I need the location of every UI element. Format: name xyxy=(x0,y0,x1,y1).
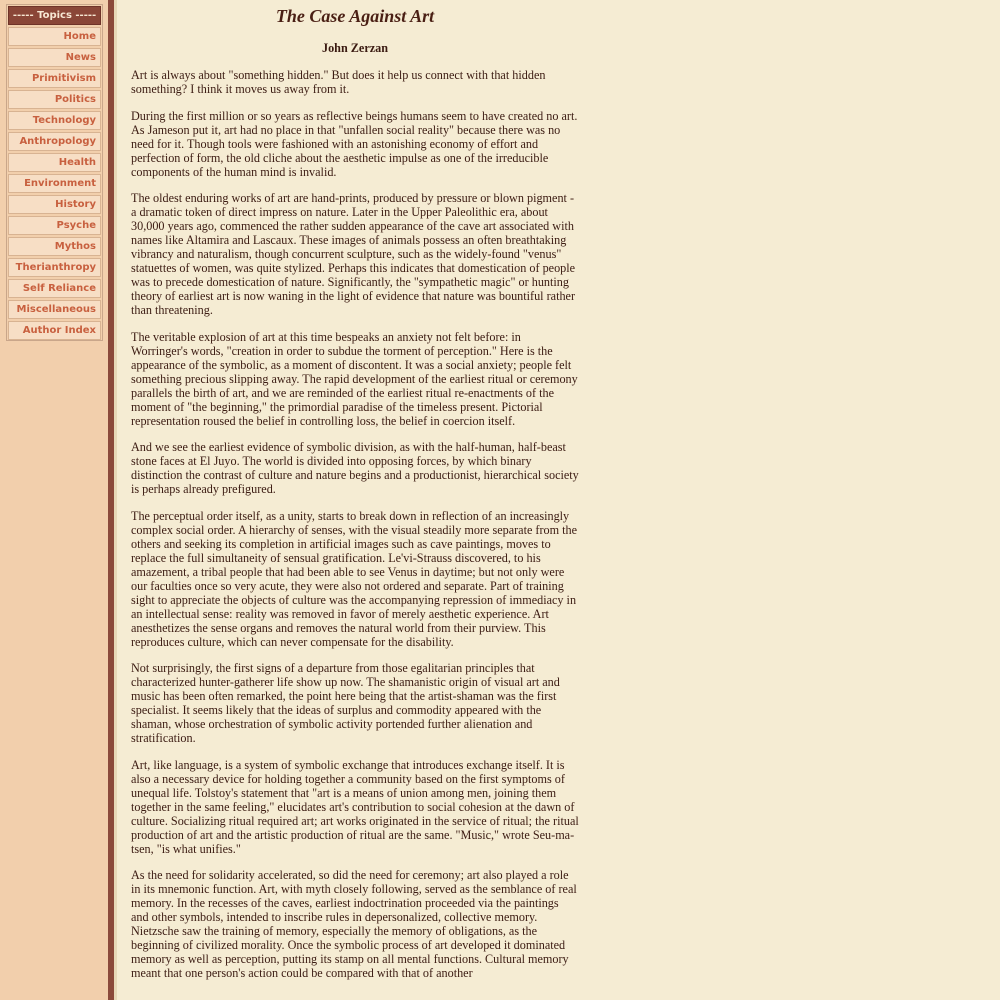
nav-item-author-index[interactable]: Author Index xyxy=(8,321,101,340)
nav-item-therianthropy[interactable]: Therianthropy xyxy=(8,258,101,277)
nav-item-anthropology[interactable]: Anthropology xyxy=(8,132,101,151)
nav-item-health[interactable]: Health xyxy=(8,153,101,172)
article-paragraph: The perceptual order itself, as a unity, starts to break down in reflection of an increasingly complex social order. A hierarchy of senses, with the visual steadily more separate from the others and seeking its completion in artificial images such as cave paintings, moves to replace the full simultaneity of sensual gratification. Le'vi-Strauss discovered, to his amazement, a tribal people that had been able to see Venus in daytime; but not only were our faculties once so very acute, they were also not ordered and separate. Part of training sight to appreciate the objects of culture was the accompanying repression of immediacy in an intellectual sense: reality was removed in favor of merely aesthetic experience. Art anesthetizes the sense organs and removes the natural world from their purview. This reproduces culture, which can never compensate for the disability. xyxy=(131,508,578,649)
nav-item-environment[interactable]: Environment xyxy=(8,174,101,193)
nav-item-home[interactable]: Home xyxy=(8,27,101,46)
sidebar xyxy=(0,0,108,1000)
nav-item-politics[interactable]: Politics xyxy=(8,90,101,109)
article-paragraph: As the need for solidarity accelerated, so did the need for ceremony; art also played a role in its mnemonic function. Art, with myth closely following, served as the semblance of real memory. In the recesses of the caves, earliest indoctrination proceeded via the paintings and other symbols, intended to inscribe rules in depersonalized, collective memory. Nietzsche saw the training of memory, especially the memory of obligations, as the beginning of civilized morality. Once the symbolic process of art developed it dominated memory as well as perception, putting its stamp on all mental functions. Cultural memory meant that one person's action could be compared with that of another xyxy=(131,868,577,980)
nav-item-mythos[interactable]: Mythos xyxy=(8,237,101,256)
article-paragraph: The oldest enduring works of art are hand-prints, produced by pressure or blown pigment - a dramatic token of direct impress on nature. Later in the Upper Paleolithic era, about 30,000 years ago, commenced the rather sudden appearance of the cave art associated with names like Altamira and Lascaux. These images of animals possess an often breathtaking vibrancy and naturalism, though concurrent sculpture, such as the widely-found "venus" statuettes of women, was quite stylized. Perhaps this indicates that domestication of people was to precede domestication of nature. Significantly, the "sympathetic magic" or hunting theory of earliest art is now waning in the light of evidence that nature was bountiful rather than threatening. xyxy=(131,191,576,317)
article-paragraph: Art is always about "something hidden." But does it help us connect with that hidden something? I think it moves us away from it. xyxy=(131,68,546,96)
nav-item-news[interactable]: News xyxy=(8,48,101,67)
topics-menu xyxy=(6,4,103,341)
sidebar-divider-shade xyxy=(114,0,117,1000)
article-paragraph: And we see the earliest evidence of symbolic division, as with the half-human, half-beast stone faces at El Juyo. The world is divided into opposing forces, by which binary distinction the contrast of culture and nature begins and a productionist, hierarchical society is perhaps already prefigured. xyxy=(131,440,579,496)
article-title: The Case Against Art xyxy=(275,6,435,26)
article-paragraph: Art, like language, is a system of symbolic exchange that introduces exchange itself. It is also a necessary device for holding together a community based on the first symptoms of unequal life. Tolstoy's statement that "art is a means of union among men, joining them together in the same feeling," elucidates art's contribution to social cohesion at the dawn of culture. Socializing ritual required art; art works originated in the service of ritual; the ritual production of art and the artistic production of ritual are the same. "Music," wrote Seu-ma-tsen, "is what unifies." xyxy=(131,757,579,856)
nav-item-psyche[interactable]: Psyche xyxy=(8,216,101,235)
nav-item-primitivism[interactable]: Primitivism xyxy=(8,69,101,88)
nav-item-history[interactable]: History xyxy=(8,195,101,214)
article xyxy=(131,0,579,1000)
article-paragraph: The veritable explosion of art at this time bespeaks an anxiety not felt before: in Worringer's words, "creation in order to subdue the torment of perception." Here is the appearance of the symbolic, as a moment of discontent. It was a social anxiety; people felt something precious slipping away. The rapid development of the earliest ritual or ceremony parallels the birth of art, and we are reminded of the earliest ritual re-enactments of the moment of "the beginning," the primordial paradise of the timeless present. Pictorial representation roused the belief in controlling loss, the belief in coercion itself. xyxy=(131,329,578,428)
nav-item-self-reliance[interactable]: Self Reliance xyxy=(8,279,101,298)
article-author: John Zerzan xyxy=(321,41,389,55)
article-paragraph: Not surprisingly, the first signs of a departure from those egalitarian principles that characterized hunter-gatherer life show up now. The shamanistic origin of visual art and music has been often remarked, the point here being that the artist-shaman was the first specialist. It seems likely that the ideas of surplus and commodity appeared with the shaman, whose orchestration of symbolic activity portended further alienation and stratification. xyxy=(131,661,560,745)
article-paragraph: During the first million or so years as reflective beings humans seem to have created no art. As Jameson put it, art had no place in that "unfallen social reality" because there was no need for it. Though tools were fashioned with an astonishing economy of effort and perfection of form, the old cliche about the aesthetic impulse as one of the irreducible components of the human mind is invalid. xyxy=(131,108,578,179)
nav-item-technology[interactable]: Technology xyxy=(8,111,101,130)
topics-header: ----- Topics ----- xyxy=(8,6,101,25)
nav-item-miscellaneous[interactable]: Miscellaneous xyxy=(8,300,101,319)
